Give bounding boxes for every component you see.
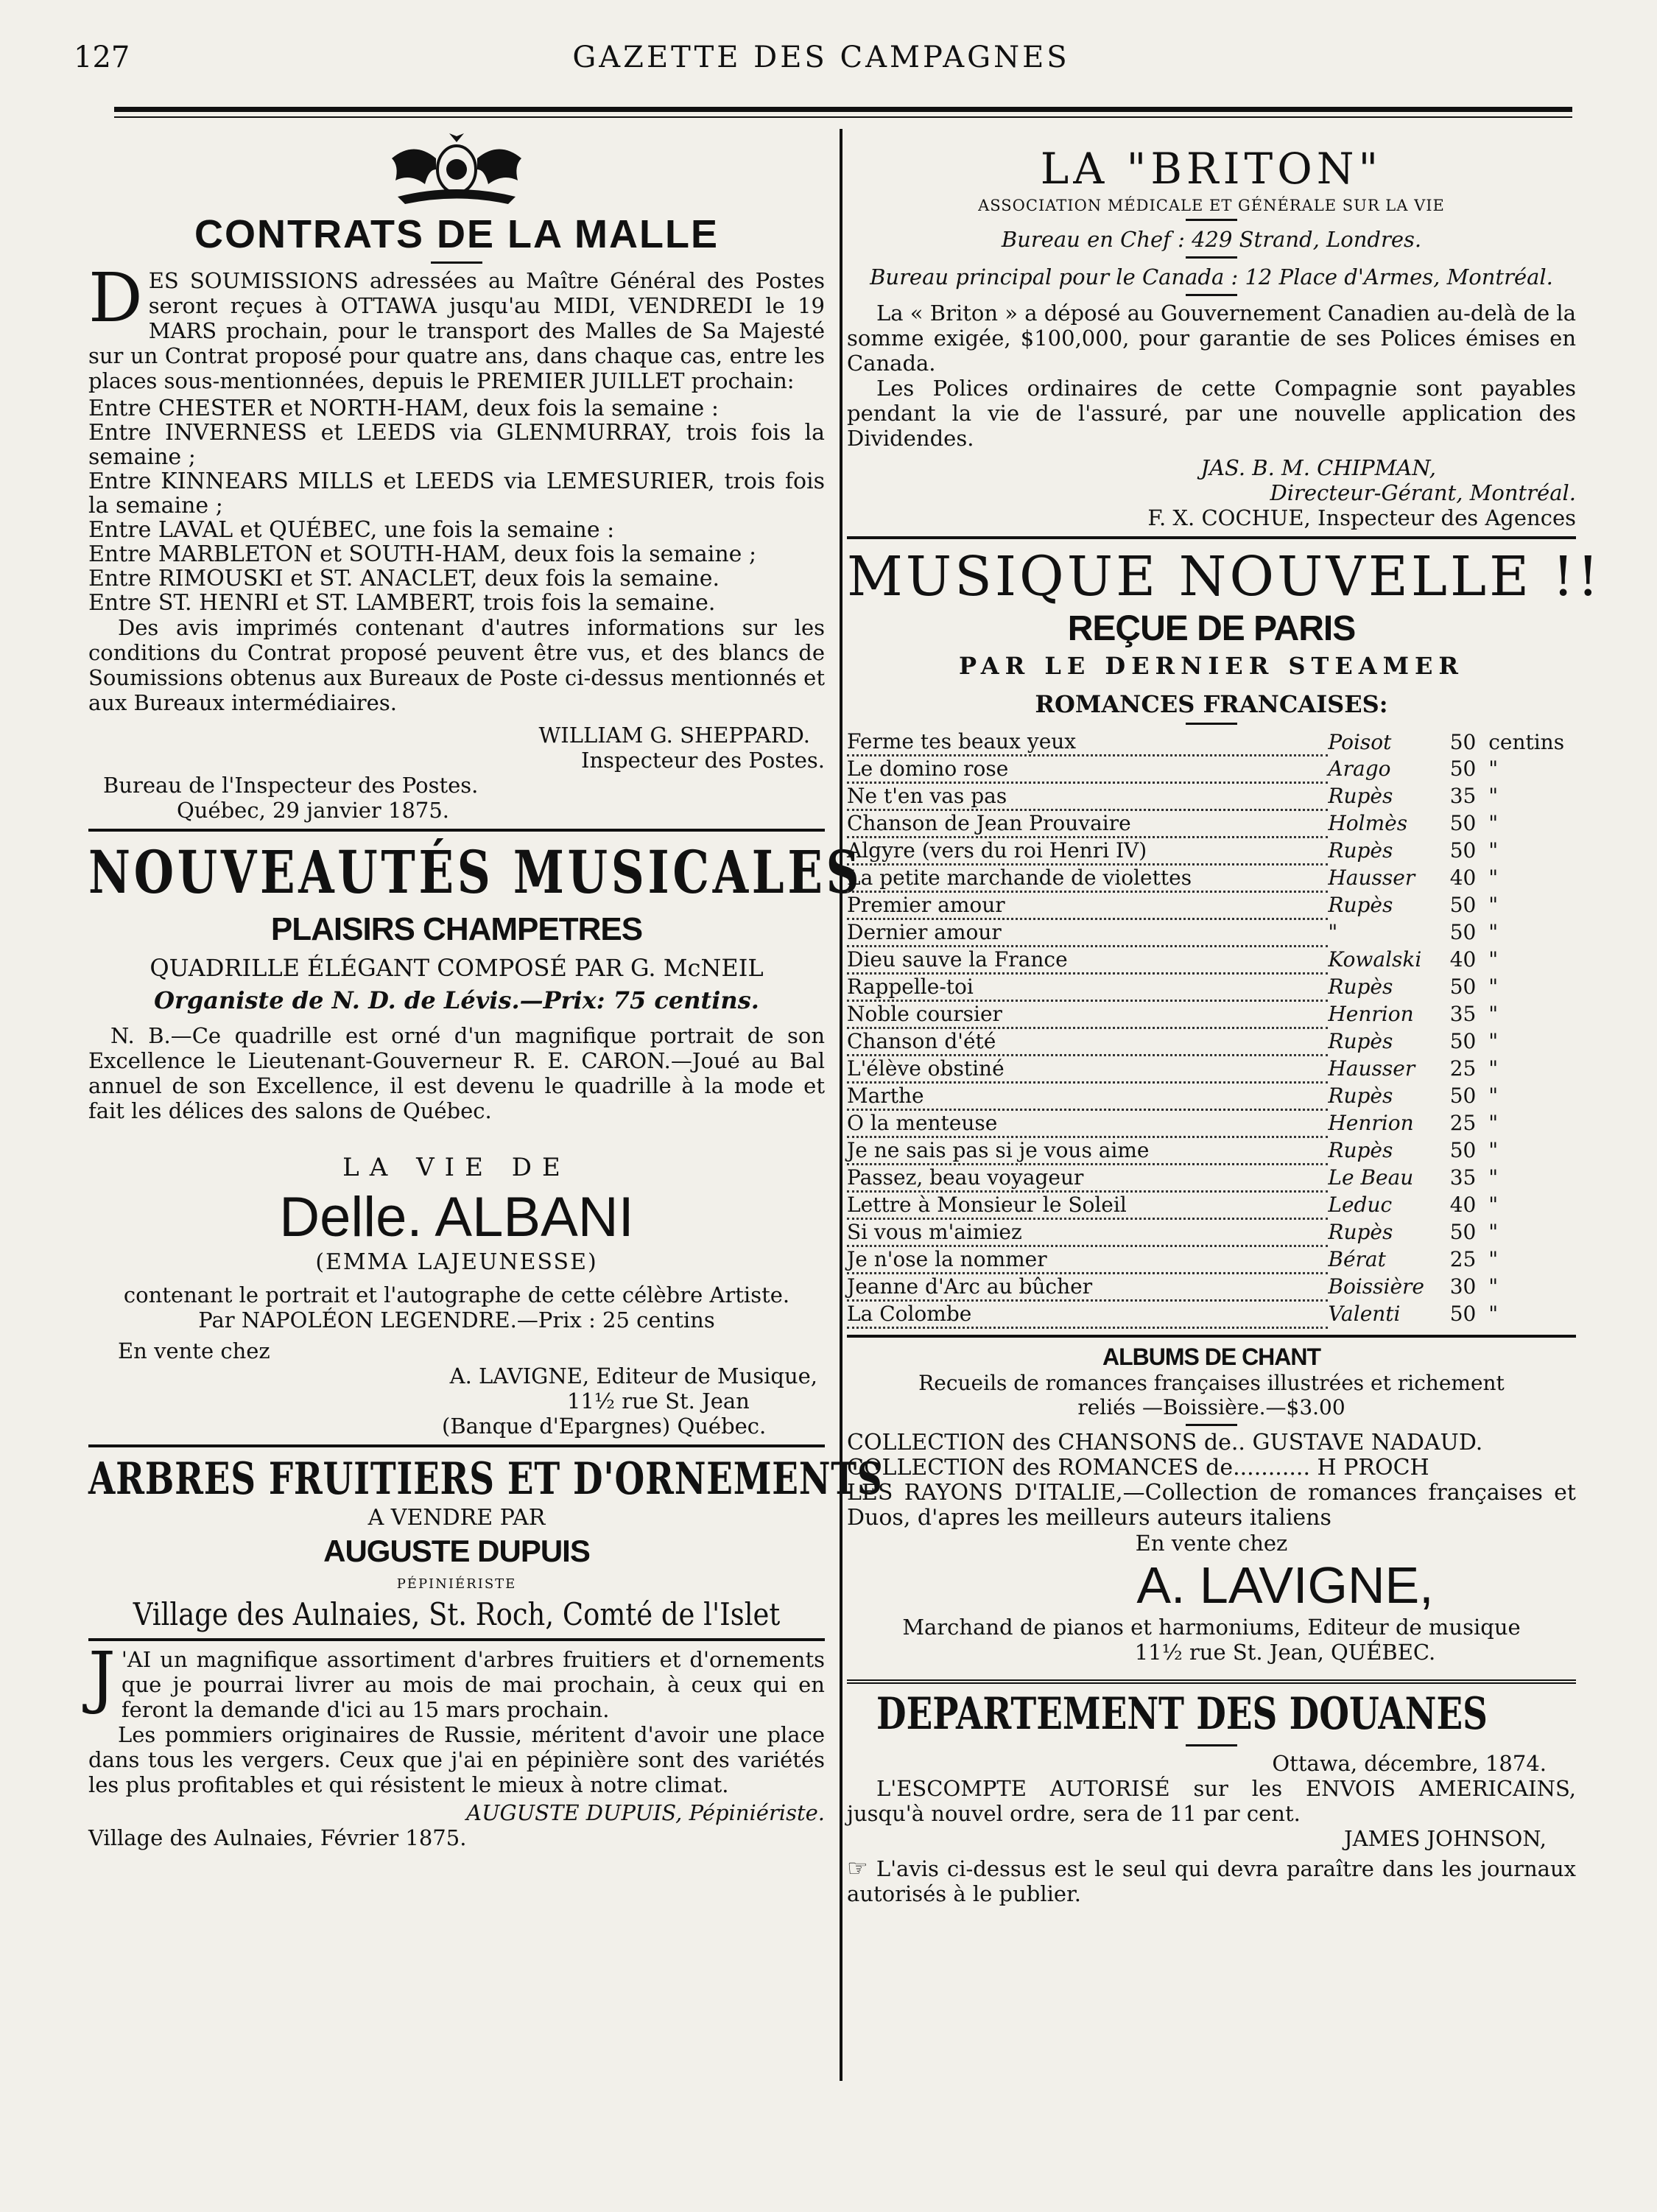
briton-signer1-title: Directeur-Gérant, Montréal. [1270, 480, 1576, 505]
douanes-note-wrap [847, 1855, 1576, 1906]
song-price: 35 [1449, 1165, 1477, 1190]
briton-para2: Les Polices ordinaires de cette Compagnie sont payables pendant la vie de l'assuré, par une nouvelle application des Dividendes. [847, 376, 1576, 451]
song-price: 50 [1449, 811, 1477, 835]
divider [1186, 1424, 1237, 1426]
song-composer: Boissière [1328, 1274, 1424, 1299]
songs-table [847, 729, 1576, 1329]
nouveautes-line1: QUADRILLE ÉLÉGANT COMPOSÉ PAR G. McNEIL [149, 954, 764, 982]
song-price: 40 [1449, 1193, 1477, 1217]
arbres-a-vendre: A VENDRE PAR [367, 1505, 546, 1531]
ditto-mark: " [1488, 1111, 1499, 1135]
arbres-section [88, 1453, 883, 1850]
song-row [847, 729, 1576, 756]
ditto-mark: " [1488, 1056, 1499, 1081]
arbres-para1: 'AI un magnifique assortiment d'arbres fruitiers et d'ornements que je pourrai livrer au mois de mai prochain, à ceux qui en feront la demande d'ici au 15 mars prochain. [121, 1647, 825, 1722]
song-price: 50 [1449, 920, 1477, 944]
song-composer: Le Beau [1328, 1165, 1414, 1190]
song-composer: Rupès [1328, 975, 1393, 999]
song-composer: Hausser [1328, 866, 1415, 890]
song-title: Je ne sais pas si je vous aime [847, 1137, 1328, 1165]
route-item: Entre MARBLETON et SOUTH-HAM, deux fois la semaine ; [88, 541, 757, 567]
song-price: 50 [1449, 893, 1477, 917]
song-row [847, 974, 1576, 1001]
song-price: 35 [1449, 784, 1477, 808]
song-composer: Rupès [1328, 1138, 1393, 1162]
musique-section [847, 545, 1603, 1665]
arbres-para1-wrap [88, 1637, 825, 1722]
briton-section [847, 144, 1576, 530]
musique-seller: A. LAVIGNE, [1136, 1556, 1434, 1614]
song-composer: Poisot [1328, 729, 1392, 754]
collection-1: COLLECTION des CHANSONS de.. GUSTAVE NADAUD. [847, 1430, 1483, 1456]
albani-address: 11½ rue St. Jean [567, 1388, 750, 1414]
song-row [847, 1056, 1576, 1083]
nouveautes-subtitle: PLAISIRS CHAMPETRES [270, 911, 643, 947]
musique-par: PAR LE DERNIER STEAMER [959, 652, 1464, 680]
song-title: Noble coursier [847, 1001, 1328, 1028]
malle-dropcap: D [88, 259, 143, 337]
nouveautes-line2: Organiste de N. D. de Lévis.—Prix: 75 centins. [154, 986, 759, 1014]
musique-address: 11½ rue St. Jean, QUÉBEC. [1134, 1640, 1436, 1665]
malle-signer-title: Inspecteur des Postes. [581, 748, 825, 773]
albani-alias: (EMMA LAJEUNESSE) [315, 1249, 598, 1275]
left-column [88, 129, 883, 1850]
song-title: Dieu sauve la France [847, 947, 1328, 974]
song-composer: Rupès [1328, 838, 1393, 863]
arbres-title: ARBRES FRUITIERS ET D'ORNEMENTS [88, 1453, 883, 1505]
song-row [847, 1301, 1576, 1328]
song-title: L'élève obstiné [847, 1056, 1328, 1083]
section-rule [88, 1638, 825, 1641]
ditto-mark: " [1488, 756, 1499, 781]
malle-notice: Des avis imprimés contenant d'autres informations sur les conditions du Contrat proposé peuvent être vus, et des blancs de Soumissions obtenus aux Bureaux de Poste ci-dessus mentionnés et aux Bureaux intermédiaires. [88, 615, 825, 715]
section-rule [88, 829, 825, 832]
albani-author: Par NAPOLÉON LEGENDRE.—Prix : 25 centins [198, 1307, 715, 1333]
pointing-hand-icon: ☞ [847, 1854, 868, 1882]
ditto-mark: " [1488, 1165, 1499, 1190]
song-title: Le domino rose [847, 756, 1328, 783]
divider [1186, 294, 1237, 296]
section-rule [847, 536, 1576, 539]
route-item: Entre LAVAL et QUÉBEC, une fois la semaine : [88, 517, 615, 543]
song-title: La petite marchande de violettes [847, 865, 1328, 892]
royal-crest-icon [368, 129, 545, 210]
arbres-date: Village des Aulnaies, Février 1875. [88, 1825, 467, 1850]
song-row [847, 1110, 1576, 1137]
malle-title: CONTRATS DE LA MALLE [194, 212, 719, 256]
song-row [847, 756, 1576, 783]
malle-intro-text: ES SOUMISSIONS adressées au Maître Général des Postes seront reçues à OTTAWA jusqu'au MIDI, VENDREDI le 19 MARS prochain, pour le transport des Malles de Sa Majesté sur un Contrat proposé pour quatre ans, dans chaque cas, entre les places sous-mentionnées, depuis le PREMIER JUILLET prochain: [88, 268, 825, 393]
route-item: Entre RIMOUSKI et ST. ANACLET, deux fois la semaine. [88, 566, 720, 591]
song-title: Chanson de Jean Prouvaire [847, 810, 1328, 838]
albani-bank: (Banque d'Epargnes) Québec. [442, 1414, 767, 1439]
song-title: Je n'ose la nommer [847, 1246, 1328, 1274]
song-title: Dernier amour [847, 919, 1328, 947]
douanes-text: L'ESCOMPTE AUTORISÉ sur les ENVOIS AMERICAINS, jusqu'à nouvel ordre, sera de 11 par cent. [847, 1776, 1576, 1826]
song-price: 50 [1449, 1084, 1477, 1108]
ditto-mark: " [1488, 784, 1499, 808]
song-row [847, 1137, 1576, 1165]
header-rule [114, 107, 1572, 112]
song-price: 30 [1449, 1274, 1477, 1299]
malle-date: Québec, 29 janvier 1875. [177, 798, 450, 823]
ditto-mark: " [1488, 1138, 1499, 1162]
ditto-mark: " [1488, 947, 1499, 972]
song-row [847, 1028, 1576, 1056]
musique-en-vente: En vente chez [1135, 1531, 1288, 1556]
divider [1186, 723, 1237, 725]
arbres-signer: AUGUSTE DUPUIS, Pépiniériste. [466, 1800, 825, 1825]
douanes-section [847, 1688, 1576, 1906]
briton-signer2: F. X. COCHUE, Inspecteur des Agences [1147, 505, 1576, 530]
douanes-note: L'avis ci-dessus est le seul qui devra paraître dans les journaux autorisés à le publier. [847, 1856, 1577, 1906]
song-title: Ferme tes beaux yeux [847, 729, 1328, 756]
song-title: Algyre (vers du roi Henri IV) [847, 838, 1328, 865]
song-row [847, 1083, 1576, 1110]
section-rule [88, 1444, 825, 1447]
song-composer: Valenti [1328, 1302, 1401, 1326]
song-composer: Rupès [1328, 893, 1393, 917]
song-row [847, 783, 1576, 810]
ditto-mark: " [1488, 866, 1499, 890]
collection-2: COLLECTION des ROMANCES de........... H PROCH [847, 1455, 1429, 1481]
song-row [847, 947, 1576, 974]
song-row [847, 838, 1576, 865]
ditto-mark: " [1488, 975, 1499, 999]
song-title: Chanson d'été [847, 1028, 1328, 1056]
song-row [847, 810, 1576, 838]
song-price: 50 [1449, 756, 1477, 781]
collection-3: LES RAYONS D'ITALIE,—Collection de romances françaises et Duos, d'apres les meilleurs auteurs italiens [847, 1480, 1576, 1531]
song-composer: Rupès [1328, 1029, 1393, 1053]
divider [1186, 1744, 1237, 1746]
albani-seller: A. LAVIGNE, Editeur de Musique, [449, 1363, 817, 1388]
route-item: Entre CHESTER et NORTH-HAM, deux fois la semaine : [88, 396, 719, 421]
ditto-mark: " [1488, 1302, 1499, 1326]
arbres-dropcap: J [88, 1637, 116, 1716]
header-rule-thin [114, 116, 1572, 118]
song-price: 50 [1449, 1029, 1477, 1053]
song-price: 50 [1449, 838, 1477, 863]
song-composer: Bérat [1328, 1247, 1386, 1271]
song-title: Rappelle-toi [847, 974, 1328, 1001]
route-item: Entre ST. HENRI et ST. LAMBERT, trois fois la semaine. [88, 590, 716, 616]
douanes-title: DEPARTEMENT DES DOUANES [876, 1688, 1488, 1740]
song-composer: Leduc [1328, 1193, 1393, 1217]
nouveautes-nb: N. B.—Ce quadrille est orné d'un magnifique portrait de son Excellence le Lieutenant-Gouverneur R. E. CARON.—Joué au Bal annuel de son Excellence, il est devenu le quadrille à la mode et fait les délices des salons de Québec. [88, 1023, 825, 1123]
nouveautes-section [88, 838, 863, 1123]
route-item: Entre INVERNESS et LEEDS via GLENMURRAY, trois fois la semaine ; [88, 420, 825, 470]
song-price: 50 [1449, 1138, 1477, 1162]
ditto-mark: " [1488, 1247, 1499, 1271]
arbres-seller: AUGUSTE DUPUIS [323, 1534, 590, 1568]
arbres-place: Village des Aulnaies, St. Roch, Comté de l'Islet [133, 1596, 781, 1632]
ditto-mark: " [1488, 893, 1499, 917]
song-title: Passez, beau voyageur [847, 1165, 1328, 1192]
albani-en-vente: En vente chez [118, 1338, 270, 1363]
song-row [847, 1165, 1576, 1192]
malle-signer: WILLIAM G. SHEPPARD. [538, 723, 810, 748]
malle-intro [88, 259, 825, 393]
briton-signer1: JAS. B. M. CHIPMAN, [1200, 455, 1436, 480]
musique-recue: REÇUE DE PARIS [1067, 609, 1356, 648]
song-composer: Henrion [1328, 1111, 1414, 1135]
briton-subtitle: ASSOCIATION MÉDICALE ET GÉNÉRALE SUR LA VIE [978, 197, 1445, 214]
ditto-mark: " [1488, 1193, 1499, 1217]
song-title: La Colombe [847, 1301, 1328, 1328]
malle-office: Bureau de l'Inspecteur des Postes. [103, 773, 479, 798]
song-price: 50 [1449, 729, 1477, 754]
song-row [847, 1246, 1576, 1274]
albums-title: ALBUMS DE CHANT [1102, 1344, 1321, 1370]
albani-la-vie: LA VIE DE [342, 1153, 571, 1182]
ditto-mark: " [1488, 1029, 1499, 1053]
arbres-para2: Les pommiers originaires de Russie, méritent d'avoir une place dans tous les vergers. Ceux que j'ai en pépinière sont des variétés les plus profitables et qui résistent le mieux à notre climat. [88, 1722, 825, 1797]
divider [431, 261, 482, 264]
nouveautes-title: NOUVEAUTÉS MUSICALES [88, 838, 863, 907]
section-rule [847, 1679, 1576, 1684]
price-unit: centins [1488, 729, 1565, 754]
ditto-mark: " [1488, 811, 1499, 835]
divider [1186, 219, 1237, 221]
song-price: 25 [1449, 1111, 1477, 1135]
song-title: Si vous m'aimiez [847, 1219, 1328, 1246]
song-row [847, 1001, 1576, 1028]
musique-romances: ROMANCES FRANCAISES: [1035, 690, 1388, 718]
song-composer: Rupès [1328, 1084, 1393, 1108]
song-composer: Rupès [1328, 1220, 1393, 1244]
song-price: 25 [1449, 1247, 1477, 1271]
song-price: 35 [1449, 1002, 1477, 1026]
malle-section [88, 129, 825, 823]
song-composer: Arago [1328, 756, 1391, 781]
albani-section [88, 1153, 825, 1439]
albani-name: Delle. ALBANI [279, 1186, 634, 1249]
song-row [847, 865, 1576, 892]
route-item: Entre KINNEARS MILLS et LEEDS via LEMESURIER, trois fois la semaine ; [88, 468, 825, 519]
song-price: 50 [1449, 975, 1477, 999]
right-column [847, 129, 1603, 1906]
paper-title: GAZETTE DES CAMPAGNES [572, 41, 1070, 74]
song-row [847, 1274, 1576, 1301]
ditto-mark: " [1488, 920, 1499, 944]
ditto-mark: " [1488, 838, 1499, 863]
song-title: Ne t'en vas pas [847, 783, 1328, 810]
douanes-date: Ottawa, décembre, 1874. [1272, 1751, 1547, 1776]
song-row [847, 1219, 1576, 1246]
song-title: Lettre à Monsieur le Soleil [847, 1192, 1328, 1219]
song-composer: Kowalski [1328, 947, 1422, 972]
song-price: 50 [1449, 1220, 1477, 1244]
section-rule [847, 1335, 1576, 1338]
song-title: Premier amour [847, 892, 1328, 919]
ditto-mark: " [1488, 1274, 1499, 1299]
albani-desc: contenant le portrait et l'autographe de cette célèbre Artiste. [123, 1282, 790, 1307]
ditto-mark: " [1488, 1084, 1499, 1108]
page-header [74, 41, 1569, 92]
briton-bureau-chef: Bureau en Chef : 429 Strand, Londres. [1001, 227, 1422, 252]
divider [1186, 256, 1237, 259]
malle-routes [88, 396, 825, 615]
ditto-mark: " [1488, 1220, 1499, 1244]
song-title: Marthe [847, 1083, 1328, 1110]
briton-bureau-canada: Bureau principal pour le Canada : 12 Place d'Armes, Montréal. [870, 264, 1553, 289]
song-composer: Rupès [1328, 784, 1393, 808]
douanes-signer: JAMES JOHNSON, [1344, 1826, 1547, 1851]
briton-title: LA "BRITON" [1040, 144, 1383, 194]
song-composer: Hausser [1328, 1056, 1415, 1081]
song-row [847, 892, 1576, 919]
song-price: 40 [1449, 947, 1477, 972]
musique-title: MUSIQUE NOUVELLE !! [847, 545, 1603, 608]
song-composer: Holmès [1328, 811, 1408, 835]
song-title: Jeanne d'Arc au bûcher [847, 1274, 1328, 1301]
song-row [847, 919, 1576, 947]
musique-seller-desc: Marchand de pianos et harmoniums, Editeur de musique [902, 1615, 1521, 1640]
song-composer: " [1328, 920, 1338, 944]
song-title: O la menteuse [847, 1110, 1328, 1137]
song-composer: Henrion [1328, 1002, 1414, 1026]
song-price: 25 [1449, 1056, 1477, 1081]
song-price: 50 [1449, 1302, 1477, 1326]
albums-desc: Recueils de romances françaises illustrées et richement reliés —Boissière.—$3.00 [918, 1371, 1505, 1419]
page-number: 127 [74, 41, 130, 74]
ditto-mark: " [1488, 1002, 1499, 1026]
column-divider [840, 129, 842, 2081]
song-row [847, 1192, 1576, 1219]
song-price: 40 [1449, 866, 1477, 890]
arbres-role: PÉPINIÉRISTE [396, 1576, 517, 1592]
briton-para1: La « Briton » a déposé au Gouvernement Canadien au-delà de la somme exigée, $100,000, pour garantie de ses Polices émises en Canada. [847, 301, 1576, 376]
